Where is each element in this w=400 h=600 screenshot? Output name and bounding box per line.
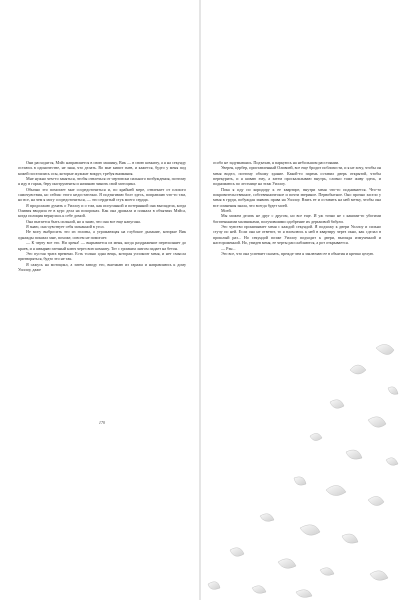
paragraph: — К черту все это. Ни хрена! — вырывается из меня, когда раздражение переполняет до краев, и я швыряю гаечный ключ через всю комнату. Тот с громким лязгом падает на бетон.	[18, 240, 186, 251]
paragraph: Пока я иду по коридору к ее квартире, внутри меня что-то поднимается. Что-то покровительственное, собственническое и почти звериное. Первобытное. Оно прочно засело у меня в груди, побуждая заявить права на Уиллоу. Взять ее и оставить на ней метку, чтобы она все сомнения знала, что всегда будет моей.	[213, 186, 381, 208]
petal	[294, 477, 306, 485]
paragraph: Она пытается быть сильной, но я знаю, что она все еще напугана.	[26, 218, 141, 224]
petal	[350, 365, 366, 374]
paragraph: Это чувство пронизывает меня с каждой секундой. Я подхожу к двери Уиллоу и сильно стучу по ней. Если она не ответит, то я вломлюсь к ней в квартиру через окно, как сделал в прошлый раз... Но секундой позже Уиллоу подходит к двери, выглядя измученной и настороженной. Но, увидев меня, ее черты расслабляются, а рот открывается.	[213, 224, 381, 246]
petal	[368, 417, 386, 427]
petal	[346, 450, 362, 459]
left-page-text	[18, 160, 186, 272]
petal	[208, 582, 220, 590]
petal	[326, 485, 346, 495]
petal	[320, 568, 334, 576]
petal	[300, 525, 320, 535]
petals-illustration	[200, 340, 400, 600]
book-gutter	[199, 0, 201, 600]
petal	[310, 433, 322, 440]
paragraph: Они расходятся, Мэйс направляется в свою машину, Вик — в свою комнату, а я на секунду остаюсь в одиночестве, не зная, что делать. Во мне кипит гнев, и кажется, будто у меня под кожей поселились осы, которые жужжат вокруг, требуя внимания.	[18, 160, 186, 176]
paragraph: Моей.	[221, 208, 232, 214]
paragraph: Обычно это помогает мне сосредоточиться и, по крайней мере, отвлекает от плохого самочувствия, но сейчас этого недостаточно. Я подтягиваю болт здесь, поправляю что-то там, но все, на чем я могу сосредоточиться, — это сердитый стук моего сердца.	[18, 186, 186, 203]
paragraph: Я продолжаю думать о Уиллоу и о том, как испуганной и потерянной она выглядела, когда Оливия вводила ее в курс дела на похоронах. Как она дрожала и плакала в объятиях Мэйса, когда полиция вернулась к себе домой.	[18, 202, 186, 219]
petal	[260, 514, 274, 522]
petal	[252, 586, 266, 594]
petal	[376, 344, 394, 354]
petal	[368, 496, 384, 505]
petal	[342, 534, 358, 543]
petal	[296, 590, 312, 598]
petal	[330, 400, 344, 409]
petal	[230, 548, 244, 557]
paragraph: Это все, что она успевает сказать, прежде чем я заключаю ее в объятия и крепко целую.	[221, 250, 375, 256]
paragraph: Уверен, цербер, приставленный Оливией, все еще бродит поблизости, и я не хочу, чтобы он меня видел, поэтому обхожу здание. Какой-то парень оставил дверь открытой, чтобы перекурить, и я киваю ему, а затем проскальзываю внутрь, словно тоже живу здесь, и поднимаюсь по лестнице на этаж Уиллоу.	[213, 165, 381, 187]
paragraph: особо не задумываясь. Подъехав, я паркуюсь на небольшом расстоянии.	[213, 160, 340, 165]
petal	[388, 387, 398, 395]
paragraph: Это пустая трата времени. Есть только одна вещь, которая успокоит меня, и нет смысла притворяться, будто это не так.	[18, 250, 186, 262]
paragraph: Мы можем делать не друг с другом, но все еще. И уж точно не с какими-то убогими богатенькими мальчиками, получившими одобрение их дерьмовой бабули.	[213, 213, 381, 224]
petal	[278, 559, 296, 568]
paragraph: Мне нужно чем-то заняться, чтобы отвлечься от чертовски сильного возбуждения, поэтому я иду в гараж, беру инструменты и начинаю чинить свой мотоцикл.	[18, 176, 186, 187]
right-page-text	[213, 160, 381, 256]
paragraph: Я знаю, она чувствует себя загнанной в угол.	[26, 224, 105, 230]
page-number: 170	[98, 420, 106, 425]
petal	[386, 458, 398, 466]
paragraph: — Рэн...	[221, 245, 236, 251]
paragraph: Я сажусь на мотоцикл, а затем заводу его, выезжаю из гаража и направляюсь к дому Уиллоу, даже	[18, 261, 186, 272]
paragraph: Не могу выбросить это из головы, а угрожающая на глубокое дыхание, которые Вик однажды показал мне, похоже, совсем не помогает.	[18, 229, 186, 240]
petal	[370, 571, 388, 580]
